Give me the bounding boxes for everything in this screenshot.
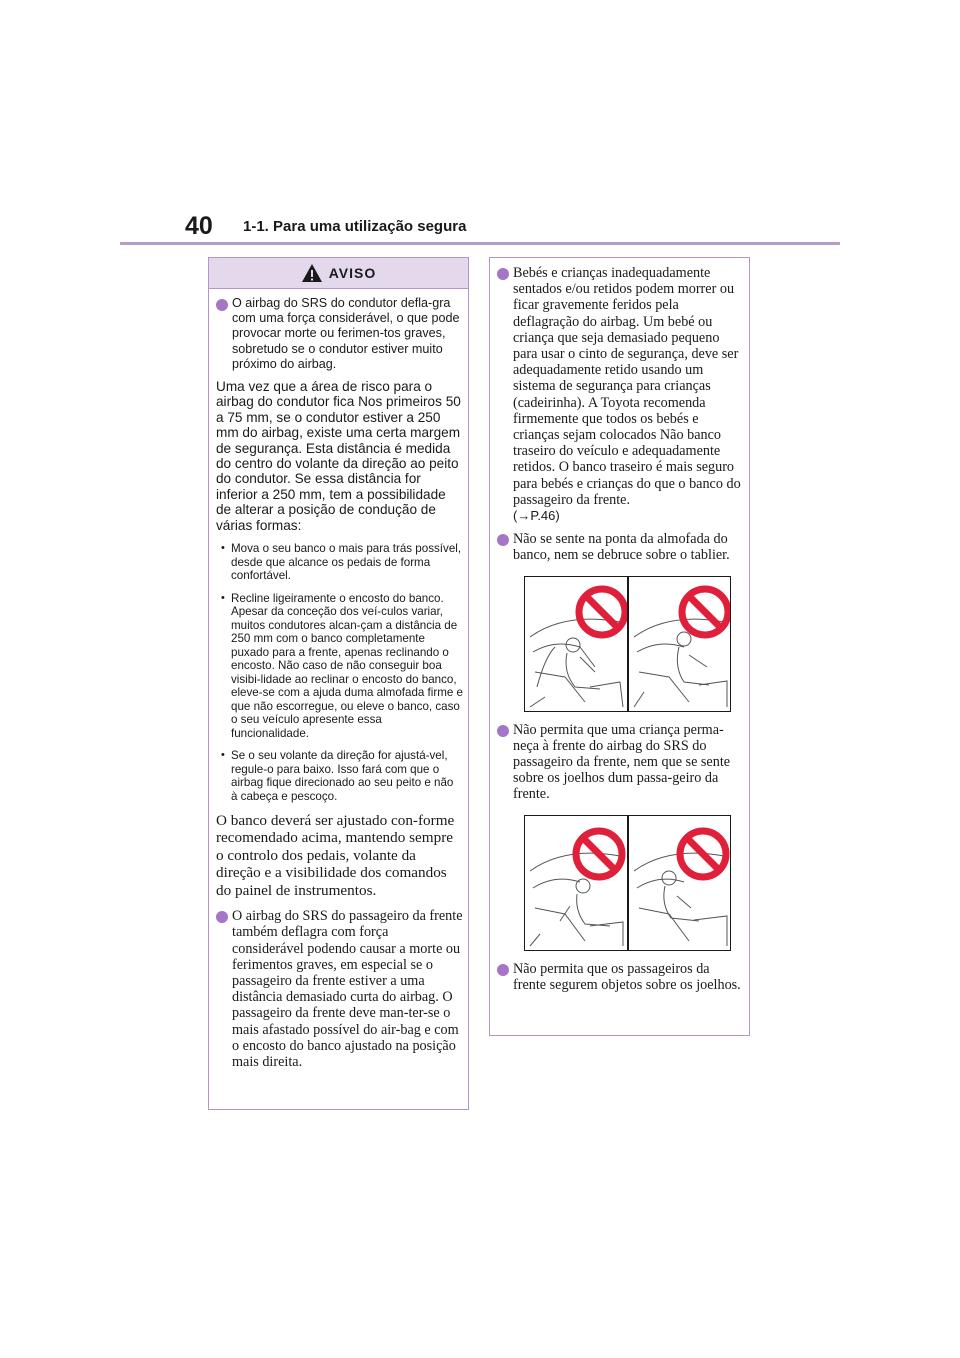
- section-title: 1-1. Para uma utilização segura: [243, 218, 467, 235]
- illustration-divider: [627, 577, 629, 711]
- bullet-text: Não se sente na ponta da almofada do banco, nem se debruce sobre o tablier.: [513, 531, 730, 564]
- warning-box-left: [208, 257, 469, 1110]
- bullet-main-text: Bebés e crianças inadequadamente sentados e/ou retidos podem morrer ou ficar gravemente feridos pela deflagração do airbag. Um bebé ou criança que seja demasiado pequeno para usar o cinto de segurança, deve ser adequadamente retido usando um sistema de segurança para crianças (cadeirinha). A Toyota recomenda firmemente que todos os bebés e crianças sejam colocados Não banco traseiro do veículo e adequadamente retidos. O banco traseiro é mais seguro para bebés e crianças do que o banco do passageiro da frente.: [513, 265, 741, 508]
- list-item: [216, 908, 463, 1070]
- warning-box-right: [489, 257, 750, 1036]
- list-item: [497, 722, 744, 803]
- page-reference-link[interactable]: (→P.46): [513, 508, 560, 524]
- prohibition-sign-icon: [682, 589, 728, 635]
- illustration-leaning-occupants: [524, 576, 731, 712]
- page-number: 40: [185, 212, 213, 240]
- bullet-text: [513, 265, 744, 524]
- bullet-text: O airbag do SRS do passageiro da frente também deflagra com força considerável podendo causar a morte ou ferimentos graves, em especial se o passageiro da frente estiver a uma distância demasiado curta do airbag. O passageiro da frente deve man-ter-se o mais afastado possível do air-bag e com o encosto do banco ajustado na posição mais direita.: [232, 908, 463, 1070]
- bullet-text: O airbag do SRS do condutor defla-gra com uma força considerável, o que pode provocar morte ou ferimen-tos graves, sobretudo se o condutor estiver muito próximo do airbag.: [232, 296, 460, 371]
- bullet-text: Não permita que os passageiros da frente segurem objetos sobre os joelhos.: [513, 960, 741, 993]
- bullet-dot: [497, 268, 509, 280]
- header-rule: [120, 242, 840, 245]
- sub-item-text: Se o seu volante da direção for ajustá-vel, regule-o para baixo. Isso fará com que o airbag fique direcionado ao seu peito e não à cabeça e pescoço.: [231, 749, 454, 803]
- bullet-dot: [497, 964, 509, 976]
- paragraph: O banco deverá ser ajustado con-forme recomendado acima, mantendo sempre o controlo dos pedais, volante da direção e a visibilidade dos comandos do painel de instrumentos.: [216, 812, 455, 899]
- sub-list-item: [221, 592, 463, 741]
- sub-bullet: •: [221, 542, 225, 555]
- illustration-child-on-lap: [524, 815, 731, 951]
- list-item: [497, 961, 744, 993]
- list-item: [497, 531, 744, 563]
- sub-bullet: •: [221, 591, 225, 604]
- bullet-dot: [497, 725, 509, 737]
- bullet-dot: [497, 534, 509, 546]
- warning-title: AVISO: [328, 265, 377, 281]
- prohibition-sign-icon: [576, 831, 622, 877]
- bullet-dot: [216, 911, 228, 923]
- bullet-dot: [216, 299, 228, 311]
- paragraph: Uma vez que a área de risco para o airbag do condutor fica Nos primeiros 50 a 75 mm, se o condutor estiver a 250 mm do airbag, existe uma certa margem de segurança. Esta distância é medida do centro do volante da direção ao peito do condutor. Se essa distância for inferior a 250 mm, tem a possibilidade de alterar a posição de condução de várias formas:: [216, 379, 461, 533]
- page-header: [0, 0, 960, 250]
- prohibition-sign-icon: [680, 831, 726, 877]
- prohibition-sign-icon: [579, 589, 625, 635]
- list-item: [216, 296, 463, 372]
- illustration-divider: [627, 816, 629, 950]
- sub-list-item: [221, 749, 463, 803]
- sub-bullet: •: [221, 749, 225, 762]
- warning-header: [209, 258, 468, 289]
- sub-item-text: Recline ligeiramente o encosto do banco. Apesar da conceção dos veí-culos variar, muitos condutores alcan-çam a distância de 250 mm com o banco completamente puxado para a frente, apenas reclinando o encosto. Não caso de não conseguir boa visibi-lidade ao reclinar o encosto do banco, eleve-se com a ajuda duma almofada firme e que não escorregue, ou eleve o banco, caso o seu veículo apresente essa funcionalidade.: [231, 591, 463, 740]
- list-item: [497, 265, 744, 524]
- warning-triangle-icon: [301, 263, 323, 283]
- sub-list-item: [221, 542, 463, 583]
- sub-item-text: Mova o seu banco o mais para trás possível, desde que alcance os pedais de forma confortável.: [231, 542, 462, 583]
- bullet-text: Não permita que uma criança perma-neça à frente do airbag do SRS do passageiro da frente, nem que se sente sobre os joelhos dum passa-geiro da frente.: [513, 721, 731, 803]
